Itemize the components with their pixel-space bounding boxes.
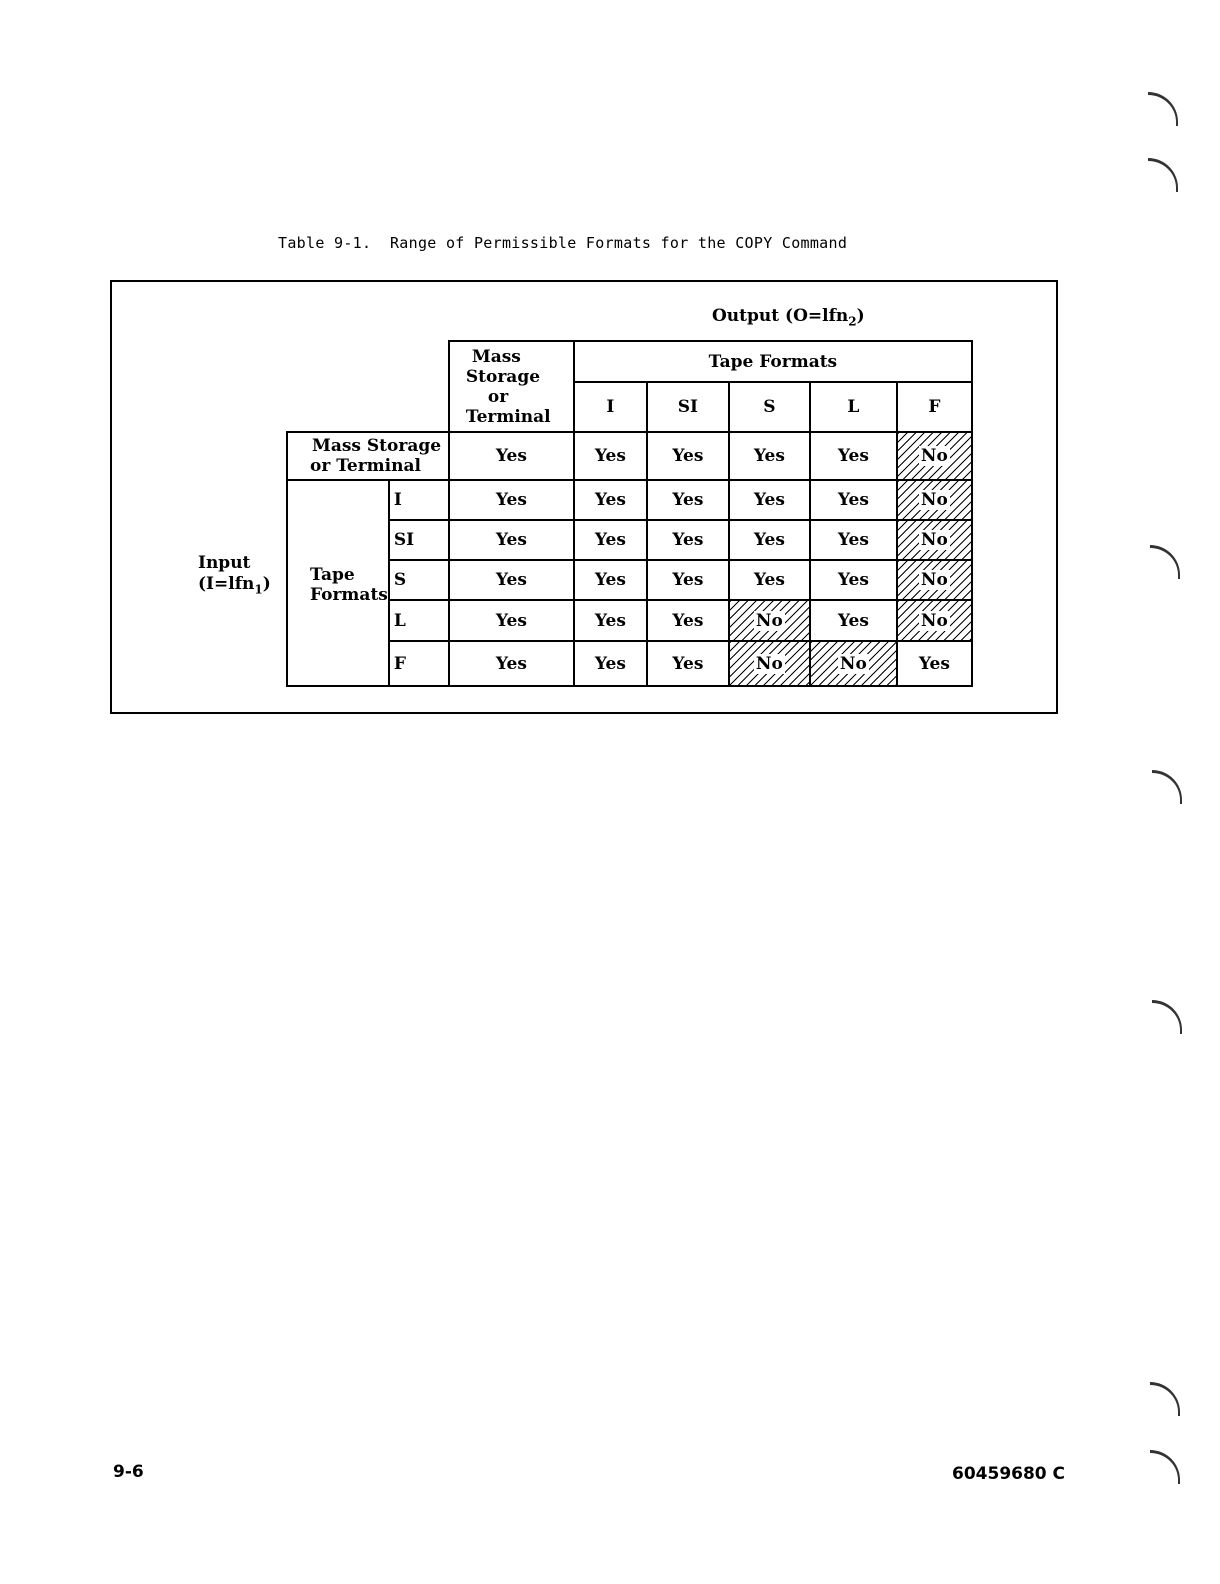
output-label [712,306,865,328]
output-label-sub: 2 [848,314,857,329]
table-cell: Yes [647,641,729,686]
table-cell: Yes [729,520,810,560]
table-cell: Yes [574,432,647,480]
row-label-tape: SI [389,520,449,560]
table-cell: Yes [897,641,972,686]
output-label-close: ) [856,306,865,326]
table-cell: Yes [449,641,574,686]
table-cell: Yes [449,520,574,560]
row-label-mass-storage [287,432,449,480]
table-cell: Yes [574,641,647,686]
table-cell: Yes [729,432,810,480]
input-label [198,553,271,600]
row-label-tape: S [389,560,449,600]
col-header-i: I [574,382,647,432]
input-label-line2 [198,574,271,600]
table-row-tape [287,641,972,686]
table-cell: No [897,520,972,560]
table-cell: Yes [574,600,647,641]
table-cell: Yes [729,480,810,520]
col-header-f: F [897,382,972,432]
table-cell: Yes [647,560,729,600]
table-cell: Yes [647,600,729,641]
table-cell: No [729,600,810,641]
document-number: 60459680 C [952,1464,1066,1484]
table-cell: Yes [729,560,810,600]
table-cell: Yes [449,432,574,480]
table-cell: No [897,560,972,600]
header-tape-formats: Tape Formats [574,341,972,382]
table-row-tape [287,560,972,600]
table-cell: Yes [449,560,574,600]
table-cell: Yes [647,432,729,480]
input-label-line1: Input [198,553,251,573]
table-caption: Table 9-1. Range of Permissible Formats for the COPY Command [278,234,848,252]
page-number: 9-6 [113,1462,144,1482]
table-cell: Yes [449,600,574,641]
header-mass-line: Mass [471,346,521,367]
table-row-mass-storage [287,432,972,480]
table-cell: No [729,641,810,686]
table-cell: No [897,480,972,520]
header-mass-line: Terminal [465,406,551,427]
row-label-tape: F [389,641,449,686]
header-mass-storage [449,341,574,432]
table-row-tape [287,520,972,560]
binder-hole-mark [1148,158,1178,192]
table-cell: Yes [647,520,729,560]
row-label-line: Mass Storage [312,436,442,456]
binder-hole-mark [1150,545,1180,579]
table-cell: Yes [574,480,647,520]
table-cell: Yes [810,520,897,560]
binder-hole-mark [1152,1000,1182,1034]
table-cell: No [897,432,972,480]
binder-hole-mark [1150,1382,1180,1416]
copy-formats-table [286,340,973,687]
table-cell: Yes [647,480,729,520]
binder-hole-mark [1152,770,1182,804]
input-label-close: ) [262,574,271,594]
row-label-line: Formats [310,585,388,605]
input-label-sub: 1 [254,582,263,597]
output-label-text: Output (O=lfn [712,306,849,326]
header-row-2 [287,382,972,432]
col-header-si: SI [647,382,729,432]
table-cell: Yes [810,600,897,641]
binder-hole-mark [1148,92,1178,126]
row-label-tape: L [389,600,449,641]
table-row-tape [287,480,972,520]
header-mass-line: Storage [465,366,541,387]
row-label-tape-formats [287,480,389,686]
table-cell: Yes [449,480,574,520]
input-label-text: (I=lfn [198,574,255,594]
col-header-s: S [729,382,810,432]
table-cell: No [810,641,897,686]
binder-hole-mark [1150,1450,1180,1484]
table-cell: Yes [810,432,897,480]
table-cell: Yes [574,560,647,600]
header-mass-line: or [487,386,509,407]
col-header-l: L [810,382,897,432]
table-cell: Yes [810,560,897,600]
row-label-line: Tape [310,565,355,585]
table-cell: Yes [574,520,647,560]
table-row-tape [287,600,972,641]
row-label-line: or Terminal [310,456,421,476]
row-label-tape: I [389,480,449,520]
table-cell: No [897,600,972,641]
table-cell: Yes [810,480,897,520]
header-row-1 [287,341,972,382]
